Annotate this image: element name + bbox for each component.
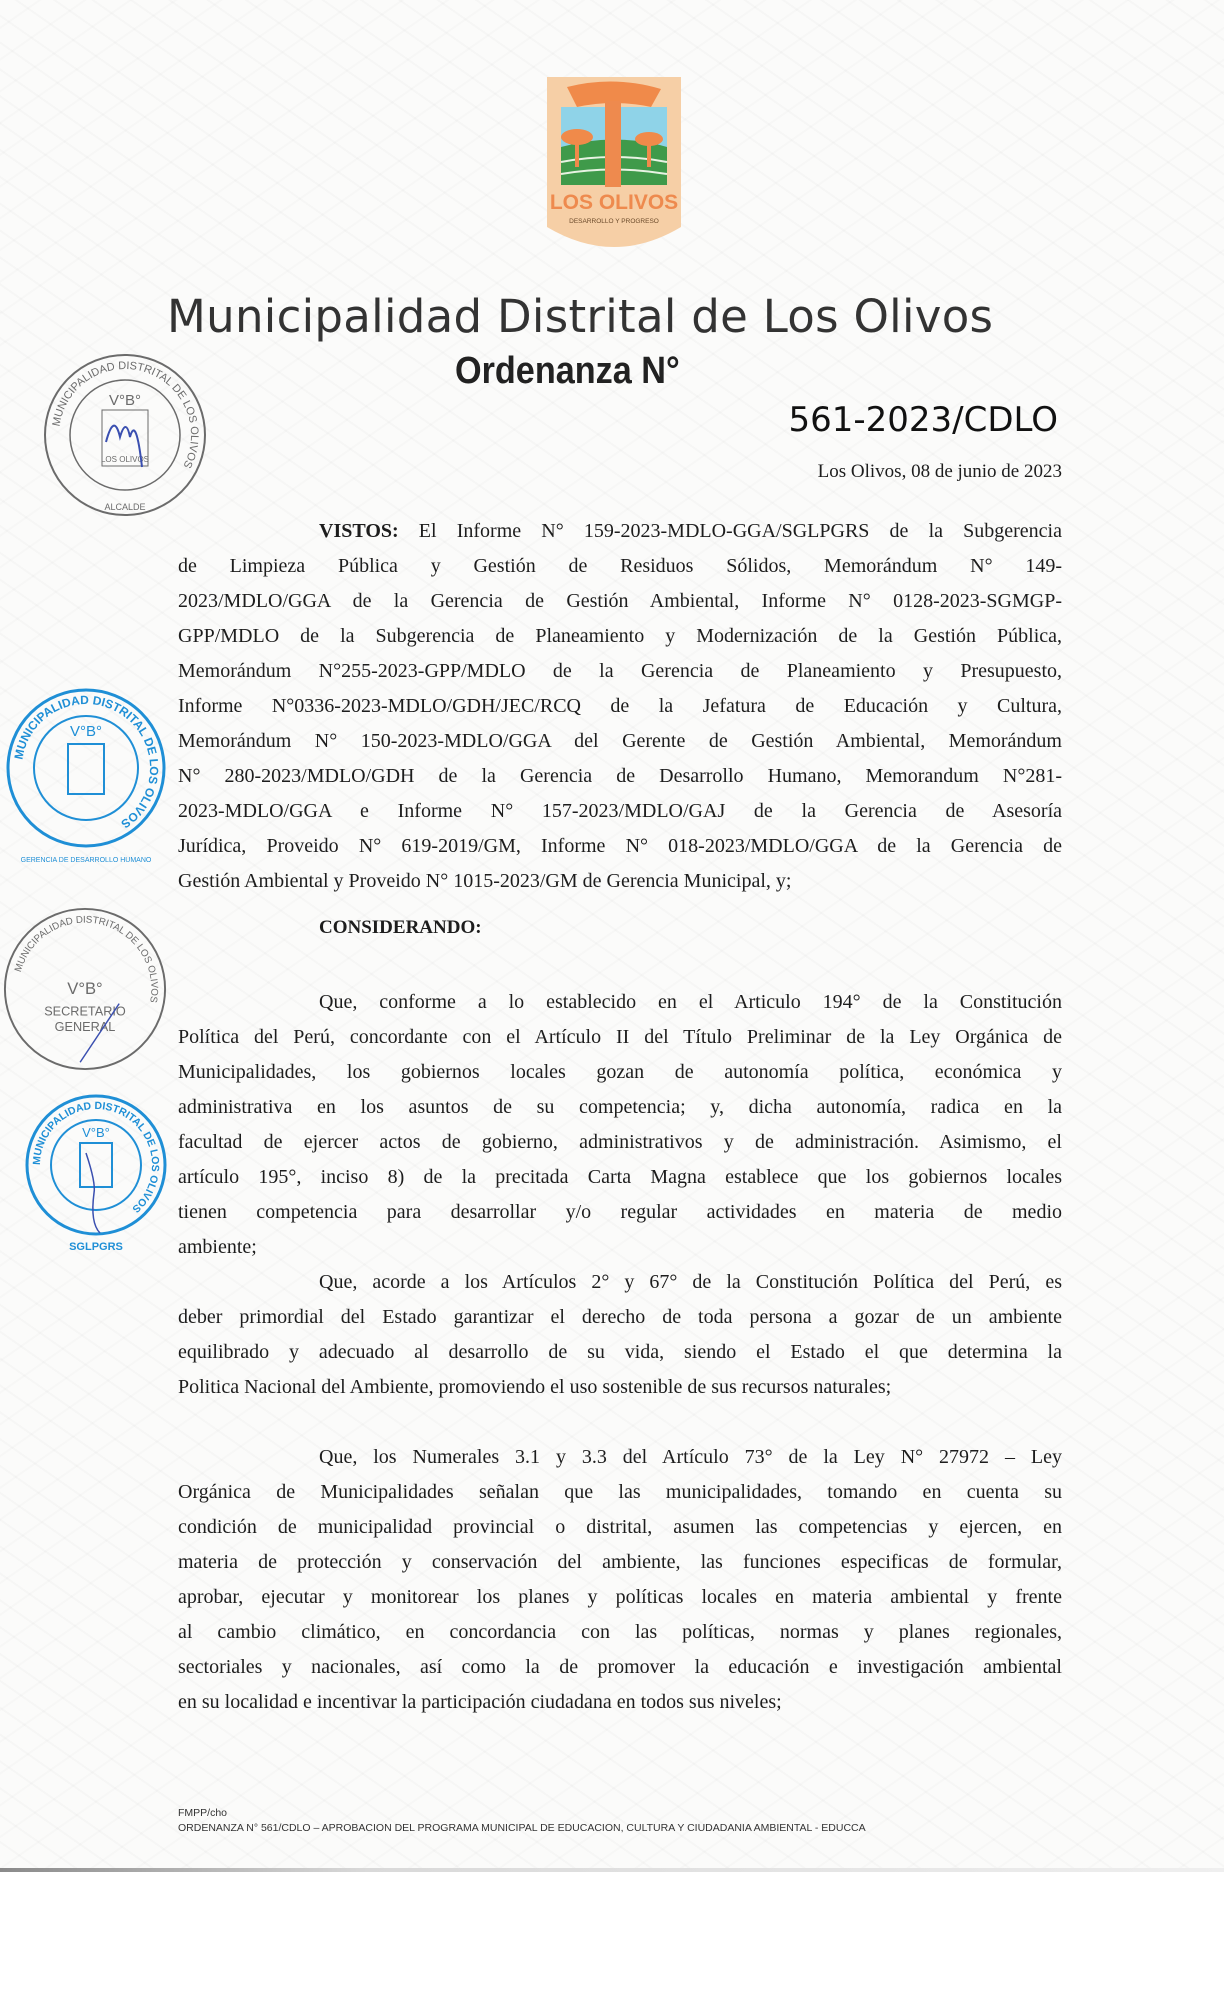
document-date: Los Olivos, 08 de junio de 2023	[817, 461, 1062, 482]
vistos-label: VISTOS:	[319, 520, 399, 542]
gerencia-stamp	[4, 686, 168, 868]
document-number: 561-2023/CDLO	[788, 400, 1058, 440]
text-line: artículo 195°, inciso 8) de la precitada Carta Magna establece que los gobiernos locales	[178, 1166, 1062, 1188]
considerando-paragraph-3	[178, 1440, 1062, 1720]
stamp-role-1: SECRETARIO	[44, 1004, 126, 1019]
considerando-heading: CONSIDERANDO:	[319, 917, 482, 938]
document-type: Ordenanza N°	[455, 350, 680, 392]
text-line: facultad de ejercer actos de gobierno, administrativos y de administración. Asimismo, el	[178, 1131, 1062, 1153]
logo-name: LOS OLIVOS	[549, 191, 679, 214]
footer-reference: ORDENANZA N° 561/CDLO – APROBACION DEL PROGRAMA MUNICIPAL DE EDUCACION, CULTURA Y CIUDADANIA AMBIENTAL - EDUCCA	[178, 1822, 866, 1834]
text-line: N° 280-2023/MDLO/GDH de la Gerencia de Desarrollo Humano, Memorandum N°281-	[178, 765, 1062, 787]
stamp-role: GERENCIA DE DESARROLLO HUMANO	[20, 857, 152, 864]
logo-motto: DESARROLLO Y PROGRESO	[569, 218, 659, 225]
text-line: 2023/MDLO/GGA de la Gerencia de Gestión Ambiental, Informe N° 0128-2023-SGMGP-	[178, 590, 1062, 612]
stamp-ring-text: MUNICIPALIDAD DISTRITAL DE LOS OLIVOS	[30, 1099, 162, 1215]
footer-initials: FMPP/cho	[178, 1807, 228, 1819]
text-line: Politica Nacional del Ambiente, promoviendo el uso sostenible de sus recursos naturales;	[178, 1376, 892, 1398]
text-line: Gestión Ambiental y Proveido N° 1015-2023/GM de Gerencia Municipal, y;	[178, 870, 792, 892]
stamp-role: SGLPGRS	[69, 1241, 123, 1253]
signature-icon	[86, 1153, 100, 1233]
text-line-content: El Informe N° 159-2023-MDLO-GGA/SGLPGRS de la Subgerencia	[398, 520, 1062, 542]
text-line: al cambio climático, en concordancia con las políticas, normas y planes regionales,	[178, 1621, 1062, 1643]
vistos-paragraph	[178, 514, 1062, 899]
institution-title: Municipalidad Distrital de Los Olivos	[167, 290, 994, 343]
text-line: aprobar, ejecutar y monitorear los planes y políticas locales en materia ambiental y frente	[178, 1586, 1062, 1608]
text-line: en su localidad e incentivar la participación ciudadana en todos sus niveles;	[178, 1691, 782, 1713]
los-olivos-logo	[547, 77, 681, 257]
text-line: deber primordial del Estado garantizar el derecho de toda persona a gozar de un ambiente	[178, 1306, 1062, 1328]
alcalde-stamp	[40, 350, 210, 520]
text-line: Memorándum N°255-2023-GPP/MDLO de la Gerencia de Planeamiento y Presupuesto,	[178, 660, 1062, 682]
text-line: 2023-MDLO/GGA e Informe N° 157-2023/MDLO/GAJ de la Gerencia de Asesoría	[178, 800, 1062, 822]
stamp-role-2: GENERAL	[54, 1019, 116, 1034]
stamp-role: ALCALDE	[104, 502, 146, 512]
stamp-vb: V°B°	[108, 392, 142, 409]
text-line: de Limpieza Pública y Gestión de Residuos Sólidos, Memorándum N° 149-	[178, 555, 1062, 577]
text-line: GPP/MDLO de la Subgerencia de Planeamiento y Modernización de la Gestión Pública,	[178, 625, 1062, 647]
text-line	[178, 514, 1062, 549]
stamp-vb: V°B°	[82, 1125, 110, 1140]
text-line: Orgánica de Municipalidades señalan que las municipalidades, tomando en cuenta su	[178, 1481, 1062, 1503]
svg-text:MUNICIPALIDAD DISTRITAL DE LOS	[31, 1100, 161, 1215]
stamp-inner: LOS OLIVOS	[100, 455, 150, 464]
page-edge-shadow	[0, 1868, 1224, 1872]
text-line: sectoriales y nacionales, así como la de promover la educación e investigación ambiental	[178, 1656, 1062, 1678]
text-line: Política del Perú, concordante con el Artículo II del Título Preliminar de la Ley Orgánica de	[178, 1026, 1062, 1048]
text-line: Jurídica, Proveido N° 619-2019/GM, Informe N° 018-2023/MDLO/GGA de la Gerencia de	[178, 835, 1062, 857]
text-line: equilibrado y adecuado al desarrollo de su vida, siendo el Estado el que determina la	[178, 1341, 1062, 1363]
footer	[178, 1806, 866, 1836]
text-line: Que, los Numerales 3.1 y 3.3 del Artículo 73° de la Ley N° 27972 – Ley	[319, 1446, 1062, 1468]
text-line: Que, conforme a lo establecido en el Articulo 194° de la Constitución	[319, 991, 1062, 1013]
text-line: condición de municipalidad provincial o distrital, asumen las competencias y ejercen, en	[178, 1516, 1062, 1538]
text-line: materia de protección y conservación del ambiente, las funciones especificas de formular,	[178, 1551, 1062, 1573]
text-line: ambiente;	[178, 1236, 257, 1258]
considerando-paragraph-1	[178, 985, 1062, 1265]
text-line: Que, acorde a los Artículos 2° y 67° de la Constitución Política del Perú, es	[319, 1271, 1062, 1293]
secretario-stamp	[2, 906, 168, 1072]
considerando-paragraph-2	[178, 1265, 1062, 1405]
stamp-vb: V°B°	[67, 978, 103, 998]
stamp-ring-text: MUNICIPALIDAD DISTRITAL DE LOS OLIVOS	[12, 914, 160, 1004]
text-line: Memorándum N° 150-2023-MDLO/GGA del Gerente de Gestión Ambiental, Memorándum	[178, 730, 1062, 752]
sglpgrs-stamp	[24, 1093, 168, 1255]
text-line: administrativa en los asuntos de su competencia; y, dicha autonomía, radica en la	[178, 1096, 1062, 1118]
text-line: Informe N°0336-2023-MDLO/GDH/JEC/RCQ de la Jefatura de Educación y Cultura,	[178, 695, 1062, 717]
text-line: tienen competencia para desarrollar y/o regular actividades en materia de medio	[178, 1201, 1062, 1223]
text-line: Municipalidades, los gobiernos locales gozan de autonomía política, económica y	[178, 1061, 1062, 1083]
stamp-ring-text: MUNICIPALIDAD DISTRITAL DE LOS OLIVOS	[11, 692, 162, 832]
stamp-ring-text: MUNICIPALIDAD DISTRITAL DE LOS OLIVOS	[50, 359, 201, 470]
stamp-vb: V°B°	[69, 723, 103, 740]
